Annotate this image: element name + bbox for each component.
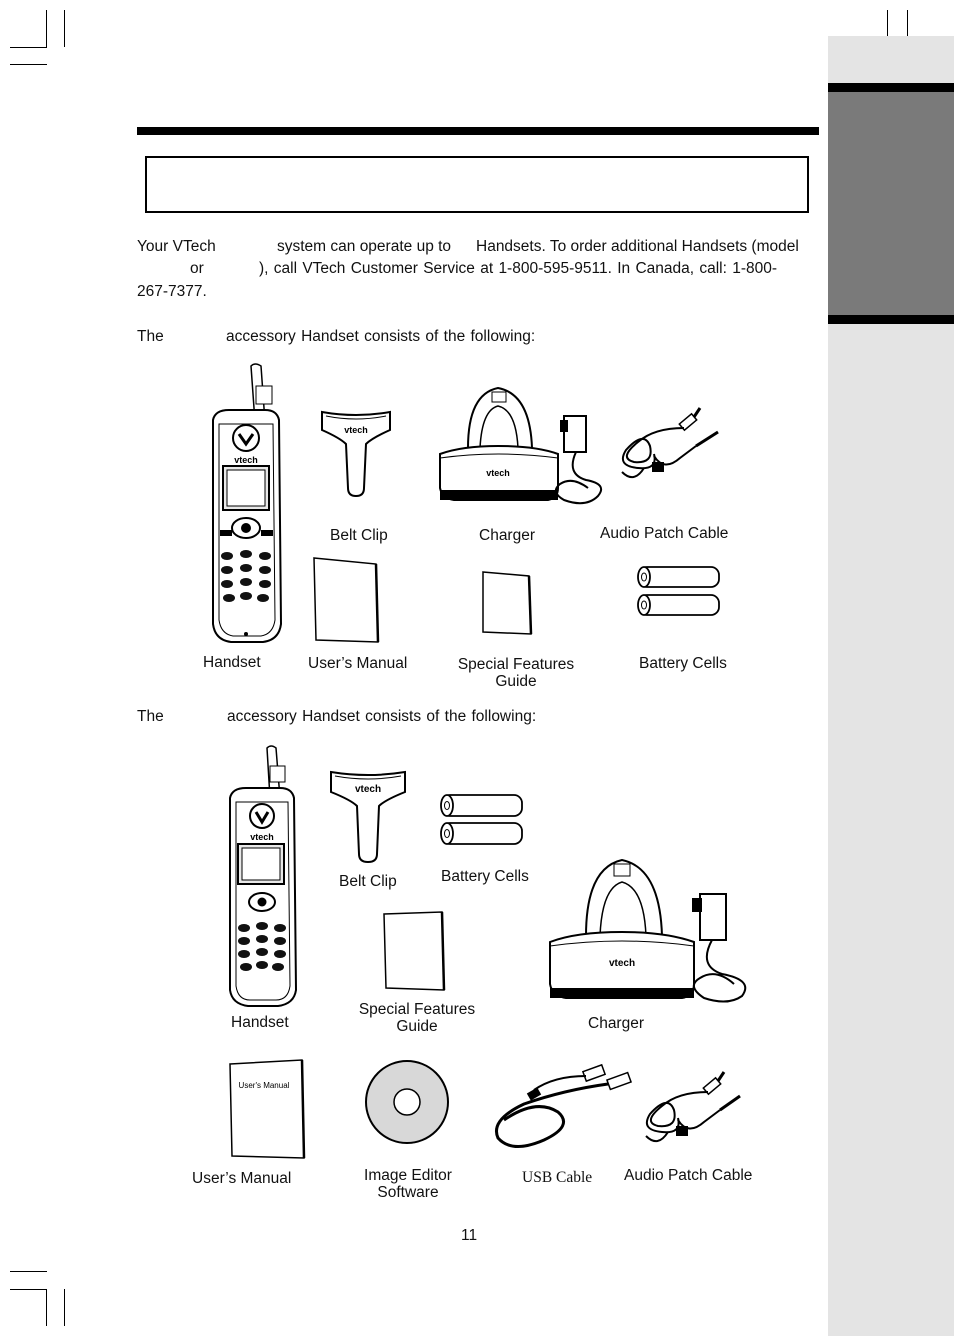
manual-cover-title: User's Manual <box>238 1081 290 1090</box>
cd-icon <box>363 1058 451 1146</box>
kit1-heading-a: The <box>137 328 164 345</box>
kit2-guide-label: Special Features Guide <box>358 1001 476 1035</box>
svg-text:vtech: vtech <box>608 958 636 969</box>
manual-icon <box>228 1058 308 1162</box>
kit2-heading-a: The <box>137 708 164 725</box>
belt-clip-icon <box>327 768 409 864</box>
intro-line-1b: system can operate up to <box>277 238 452 255</box>
charger-icon <box>546 856 762 1006</box>
kit1-guide-label: Special Features Guide <box>457 656 575 690</box>
svg-text:vtech: vtech <box>354 784 382 795</box>
svg-text:vtech: vtech <box>486 468 510 478</box>
intro-line-3: 267-7377. <box>137 283 207 300</box>
section-tab <box>828 83 954 324</box>
svg-text:vtech: vtech <box>344 425 368 435</box>
handset-icon <box>224 744 300 1008</box>
page-number: 11 <box>461 1227 478 1244</box>
guide-icon <box>481 570 533 636</box>
kit1-belt-clip-label: Belt Clip <box>330 527 388 544</box>
svg-text:vtech: vtech <box>250 832 274 842</box>
kit2-charger-label: Charger <box>588 1015 644 1032</box>
intro-line-2b: ), call VTech Customer Service at 1-800-595-9511. In Canada, call: 1-800- <box>259 260 778 277</box>
intro-line-1a: Your VTech <box>137 238 216 255</box>
section-title-box <box>145 156 809 213</box>
kit2-manual-label: User’s Manual <box>192 1170 292 1187</box>
kit2-usb-label: USB Cable <box>522 1169 593 1186</box>
svg-text:vtech: vtech <box>234 455 258 465</box>
header-rule <box>137 127 819 135</box>
kit2-heading-b: accessory Handset consists of the following: <box>227 708 537 725</box>
kit1-handset-label: Handset <box>203 654 261 671</box>
kit2-belt-clip-label: Belt Clip <box>339 873 397 890</box>
guide-icon <box>382 910 448 992</box>
battery-icon <box>436 792 526 850</box>
kit1-heading-b: accessory Handset consists of the following: <box>226 328 536 345</box>
intro-line-2a: or <box>190 260 204 277</box>
kit2-software-label: Image Editor Software <box>364 1167 452 1201</box>
kit1-manual-label: User’s Manual <box>308 655 408 672</box>
kit2-batteries-label: Battery Cells <box>441 868 529 885</box>
charger-icon <box>436 384 612 508</box>
manual-icon <box>312 556 380 644</box>
usb-cable-icon <box>484 1060 636 1156</box>
kit1-batteries-label: Battery Cells <box>639 655 727 672</box>
battery-icon <box>633 564 723 620</box>
belt-clip-icon <box>318 408 394 498</box>
intro-line-1c: Handsets. To order additional Handsets (model <box>476 238 799 255</box>
audio-cable-icon <box>614 402 722 488</box>
kit1-audio-cable-label: Audio Patch Cable <box>600 525 729 542</box>
handset-icon <box>205 362 287 644</box>
kit1-charger-label: Charger <box>479 527 535 544</box>
audio-cable-icon <box>636 1066 746 1152</box>
kit2-audio-cable-label: Audio Patch Cable <box>624 1167 753 1184</box>
kit2-handset-label: Handset <box>231 1014 289 1031</box>
